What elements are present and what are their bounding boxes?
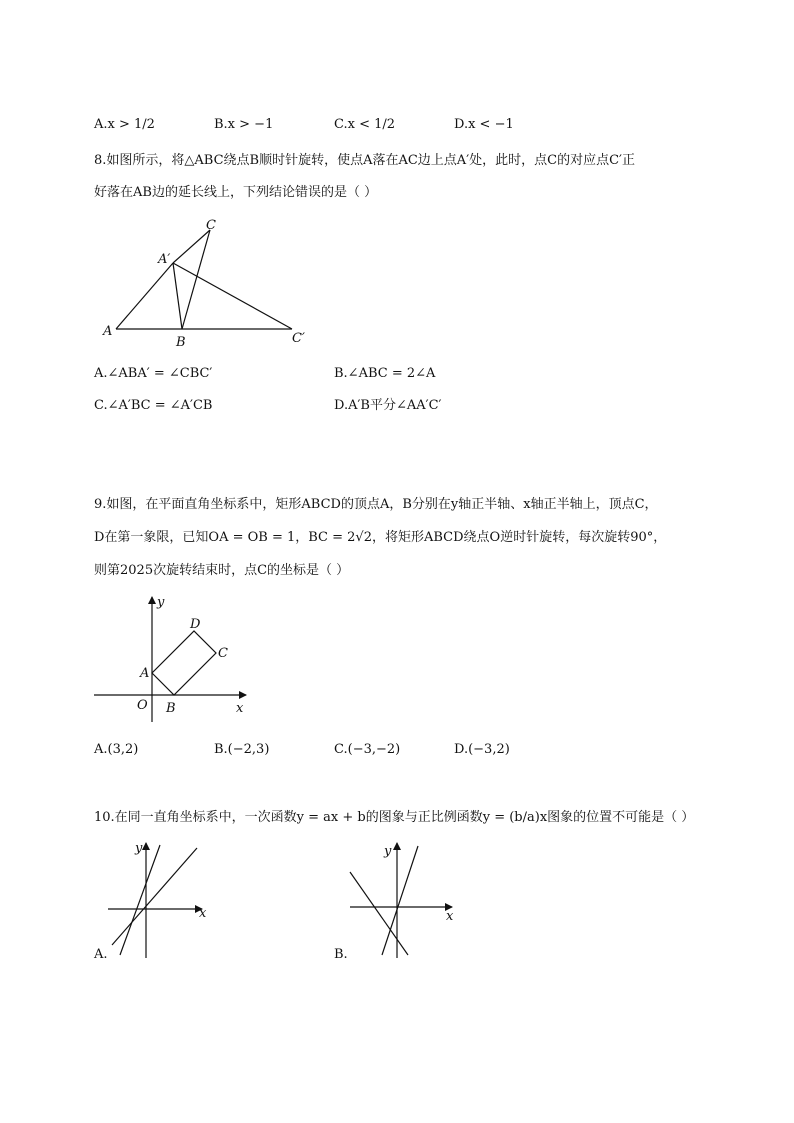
q9-axis-label-y: y (157, 595, 165, 610)
q7-option-d: D.x < −1 (454, 117, 514, 132)
q8-option-c: C.∠A′BC = ∠A′CB (94, 398, 213, 413)
q8-label-c-prime: C′ (292, 331, 305, 346)
q9-label-b: B (166, 701, 176, 716)
q9-axis-label-x: x (236, 701, 244, 716)
q9-label-o: O (137, 698, 148, 713)
q8-stem-line1: 8.如图所示，将△ABC绕点B顺时针旋转，使点A落在AC边上点A′处，此时，点C的对应点C′正 (94, 153, 635, 168)
q8-label-c: C (206, 218, 216, 233)
q10b-axis-label-x: x (446, 909, 454, 924)
q9-label-d: D (190, 617, 201, 632)
q8-option-d: D.A′B平分∠AA′C′ (334, 398, 442, 413)
q10a-axis-label-y: y (135, 841, 143, 856)
q10b-axis-label-y: y (384, 844, 392, 859)
q10-option-a: A. (94, 947, 108, 962)
q9-label-a: A (140, 666, 150, 681)
q9-label-c: C (218, 646, 228, 661)
q10a-axis-label-x: x (199, 906, 207, 921)
q10-option-b: B. (334, 947, 348, 962)
q8-stem-line2: 好落在AB边的延长线上，下列结论错误的是（ ） (94, 185, 378, 200)
q7-option-c: C.x < 1/2 (334, 117, 396, 132)
q9-stem-line2: D在第一象限，已知OA = OB = 1，BC = 2√2，将矩形ABCD绕点O逆时针旋转，每次旋转90°， (94, 530, 667, 545)
q8-option-a: A.∠ABA′ = ∠CBC′ (94, 366, 213, 381)
q8-option-b: B.∠ABC = 2∠A (334, 366, 436, 381)
q9-option-a: A.(3,2) (94, 742, 139, 757)
q8-label-b: B (176, 335, 186, 350)
q10-stem-line1: 10.在同一直角坐标系中，一次函数y = ax + b的图象与正比例函数y = (b/a)x图象的位置不可能是（ ） (94, 810, 695, 825)
q7-option-b: B.x > −1 (214, 117, 274, 132)
q8-label-a: A (103, 324, 113, 339)
q9-option-d: D.(−3,2) (454, 742, 510, 757)
q7-option-a: A.x > 1/2 (94, 117, 155, 132)
q8-label-a-prime: A′ (158, 252, 171, 267)
q9-stem-line3: 则第2025次旋转结束时，点C的坐标是（ ） (94, 563, 350, 578)
q9-stem-line1: 9.如图，在平面直角坐标系中，矩形ABCD的顶点A，B分别在y轴正半轴、x轴正半轴上，顶点C， (94, 497, 658, 512)
q9-option-b: B.(−2,3) (214, 742, 270, 757)
q9-option-c: C.(−3,−2) (334, 742, 401, 757)
